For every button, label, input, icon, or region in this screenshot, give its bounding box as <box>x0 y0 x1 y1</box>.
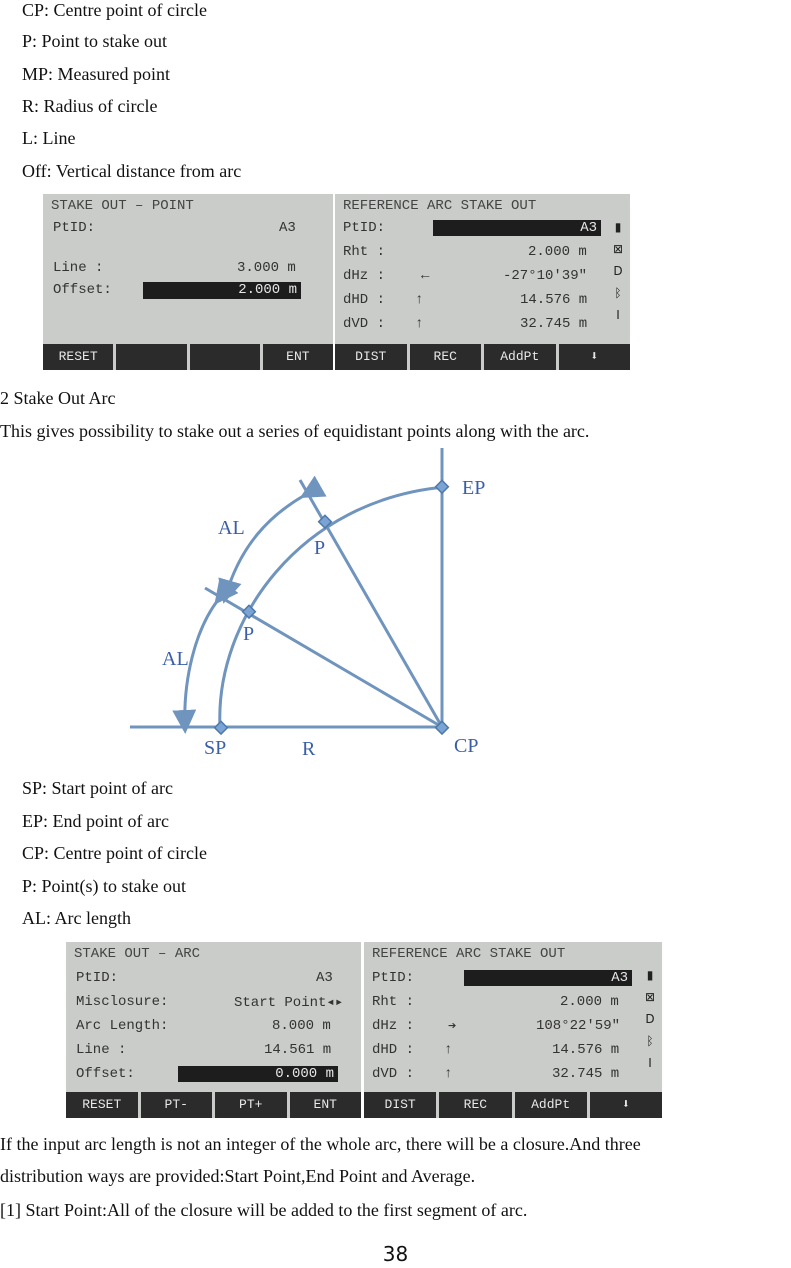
field-label: dVD : <box>343 316 386 332</box>
ep-node <box>436 480 449 493</box>
field-value: 108°22′59″ <box>536 1018 621 1034</box>
pt-minus-softkey[interactable]: PT- <box>141 1092 213 1118</box>
page-number: 38 <box>382 1242 409 1266</box>
ep-label: EP <box>462 477 486 499</box>
field-value: 2.000 m <box>560 994 619 1010</box>
field-label: Rht : <box>372 994 415 1010</box>
arc-diagram <box>0 440 791 770</box>
rec-softkey[interactable]: REC <box>439 1092 511 1118</box>
field-value: 14.576 m <box>520 292 588 308</box>
field-label: dHD : <box>372 1042 415 1058</box>
p-label-upper: P <box>314 537 326 559</box>
field-label: PtID: <box>343 220 386 236</box>
legend2-ep: EP: End point of arc <box>22 811 169 831</box>
field-label: Misclosure: <box>76 994 169 1010</box>
ptid-field[interactable]: A3 <box>464 970 632 986</box>
legend2-sp: SP: Start point of arc <box>22 778 173 798</box>
section-description: This gives possibility to stake out a series of equidistant points along with the arc. <box>0 421 590 441</box>
tribrach-icon: I <box>616 308 620 322</box>
tilt-icon: ⊠ <box>644 990 656 1004</box>
prism-icon: D <box>613 264 623 278</box>
page-down-softkey[interactable]: ⬇ <box>590 1092 662 1118</box>
legend2-p: P: Point(s) to stake out <box>22 876 187 896</box>
main-arc <box>220 487 445 727</box>
softkey-bar <box>43 344 333 370</box>
field-label: dHD : <box>343 292 386 308</box>
field-label: PtID: <box>372 970 415 986</box>
status-icons <box>642 964 658 1074</box>
screen-title: REFERENCE ARC STAKE OUT <box>343 198 537 214</box>
legend1-cp: CP: Centre point of circle <box>22 0 207 20</box>
arc-length-value[interactable]: 8.000 m <box>272 1018 331 1034</box>
status-icons <box>610 216 626 326</box>
r-label: R <box>302 738 316 760</box>
battery-icon: ▮ <box>614 220 622 234</box>
field-value: 32.745 m <box>520 316 588 332</box>
ent-softkey[interactable]: ENT <box>290 1092 362 1118</box>
sp-label: SP <box>204 737 227 759</box>
bluetooth-icon: ᛒ <box>614 286 622 300</box>
field-label: Offset: <box>53 282 112 298</box>
field-value: A3 <box>279 220 296 236</box>
offset-input[interactable]: 2.000 m <box>143 282 301 299</box>
start-point-paragraph: [1] Start Point:All of the closure will be added to the first segment of arc. <box>0 1200 528 1220</box>
offset-input[interactable]: 0.000 m <box>178 1066 338 1082</box>
field-value: 14.561 m <box>264 1042 332 1058</box>
reference-arc-screen-1 <box>335 194 630 370</box>
right-arrow-icon: ➔ <box>448 1019 457 1035</box>
reset-softkey[interactable]: RESET <box>43 344 113 370</box>
legend1-off: Off: Vertical distance from arc <box>22 161 242 181</box>
softkey-bar <box>66 1092 361 1118</box>
reference-arc-screen-2 <box>364 942 662 1118</box>
softkey-bar <box>364 1092 662 1118</box>
field-value: 2.000 m <box>528 244 587 260</box>
softkey-bar <box>335 344 630 370</box>
field-value: -27°10′39″ <box>503 268 588 284</box>
addpt-softkey[interactable]: AddPt <box>484 344 556 370</box>
field-label: Rht : <box>343 244 386 260</box>
up-arrow-icon: ↑ <box>444 1042 453 1058</box>
screen-title: STAKE OUT – ARC <box>74 946 201 962</box>
page-down-softkey[interactable]: ⬇ <box>559 344 631 370</box>
field-value: 32.745 m <box>552 1066 620 1082</box>
stake-out-arc-screen <box>66 942 361 1118</box>
legend2-cp: CP: Centre point of circle <box>22 843 207 863</box>
rec-softkey[interactable]: REC <box>410 344 482 370</box>
stake-out-point-screen <box>43 194 333 370</box>
field-value: A3 <box>316 970 333 986</box>
closure-paragraph-line2: distribution ways are provided:Start Point,End Point and Average. <box>0 1166 476 1186</box>
field-label: dHz : <box>372 1018 415 1034</box>
screen-title: REFERENCE ARC STAKE OUT <box>372 946 566 962</box>
field-value: 3.000 m <box>237 260 296 276</box>
blank-softkey[interactable] <box>116 344 186 370</box>
legend1-p: P: Point to stake out <box>22 31 168 51</box>
field-label: Arc Length: <box>76 1018 169 1034</box>
radius-line-1 <box>300 480 442 727</box>
field-label: Offset: <box>76 1066 135 1082</box>
al-arrow-lower <box>185 600 218 728</box>
field-label: dVD : <box>372 1066 415 1082</box>
tilt-icon: ⊠ <box>612 242 624 256</box>
field-label: Line : <box>53 260 104 276</box>
field-label: PtID: <box>76 970 119 986</box>
blank-softkey[interactable] <box>190 344 260 370</box>
ent-softkey[interactable]: ENT <box>263 344 333 370</box>
field-value: 14.576 m <box>552 1042 620 1058</box>
up-arrow-icon: ↑ <box>415 292 424 308</box>
bluetooth-icon: ᛒ <box>646 1034 654 1048</box>
sp-node <box>215 721 228 734</box>
up-arrow-icon: ↑ <box>444 1066 453 1082</box>
legend2-al: AL: Arc length <box>22 908 131 928</box>
dist-softkey[interactable]: DIST <box>335 344 407 370</box>
legend1-l: L: Line <box>22 128 76 148</box>
al-arrow-upper <box>225 495 305 598</box>
closure-paragraph-line1: If the input arc length is not an integer of the whole arc, there will be a closure.And three <box>0 1134 641 1154</box>
field-label: dHz : <box>343 268 386 284</box>
al-label-upper: AL <box>218 517 245 539</box>
field-label: PtID: <box>53 220 96 236</box>
legend1-r: R: Radius of circle <box>22 96 158 116</box>
dist-softkey[interactable]: DIST <box>364 1092 436 1118</box>
left-arrow-icon: ← <box>421 268 430 284</box>
al-label-lower: AL <box>162 648 189 670</box>
pt-plus-softkey[interactable]: PT+ <box>215 1092 287 1118</box>
legend1-mp: MP: Measured point <box>22 64 170 84</box>
p-label-lower: P <box>243 623 255 645</box>
section-title: 2 Stake Out Arc <box>0 388 116 408</box>
field-label: Line : <box>76 1042 127 1058</box>
radius-line-2 <box>205 588 442 727</box>
prism-icon: D <box>645 1012 655 1026</box>
cp-label: CP <box>454 735 479 757</box>
battery-icon: ▮ <box>646 968 654 982</box>
up-arrow-icon: ↑ <box>415 316 424 332</box>
tribrach-icon: I <box>648 1056 652 1070</box>
reset-softkey[interactable]: RESET <box>66 1092 138 1118</box>
ptid-field[interactable]: A3 <box>433 220 601 236</box>
misclosure-select[interactable]: Start Point◂▸ <box>234 995 344 1011</box>
screen-title: STAKE OUT – POINT <box>51 198 194 214</box>
addpt-softkey[interactable]: AddPt <box>515 1092 587 1118</box>
